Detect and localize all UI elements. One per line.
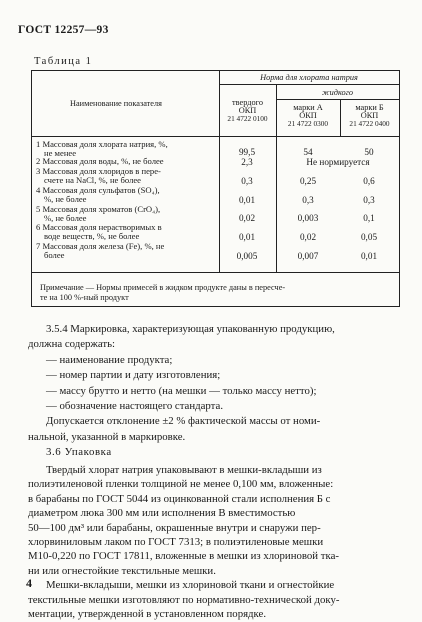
row-5-label-line-1: 5 Массовая доля хроматов (CrO₄), bbox=[36, 204, 161, 214]
row-5-label-line-2: %, не более bbox=[44, 213, 87, 223]
row-1-value-3: 50 bbox=[364, 147, 374, 157]
row-1-label-line-2: не менее bbox=[44, 148, 77, 158]
table-liquid-divider bbox=[276, 99, 399, 100]
section-36-line-11: ментации, утвержденной в установленном порядке. bbox=[28, 608, 267, 620]
solid-label: твердого bbox=[232, 98, 263, 107]
row-2-merged-value: Не нормируется bbox=[306, 157, 370, 167]
row-6-value-3: 0,05 bbox=[360, 232, 378, 242]
section-36-line-1: Твердый хлорат натрия упаковывают в мешки-вкладыши из bbox=[46, 464, 322, 476]
row-7-value-1: 0,005 bbox=[236, 251, 258, 261]
table-border-left bbox=[31, 70, 32, 307]
row-1-value-2: 54 bbox=[303, 147, 313, 157]
row-4-label-line-1: 4 Массовая доля сульфатов (SO₄), bbox=[36, 185, 160, 195]
table-border-bottom bbox=[31, 306, 400, 307]
section-36-title: 3.6 Упаковка bbox=[46, 446, 112, 458]
section-354-line-3: — наименование продукта; bbox=[46, 353, 173, 366]
row-2-value-1: 2,3 bbox=[241, 157, 253, 167]
row-6-label-line-2: воде веществ, %, не более bbox=[44, 231, 140, 241]
table-note-line-2: те на 100 %-ный продукт bbox=[40, 293, 129, 302]
section-36-line-10: текстильные мешки изготовляют по нормативно-технической доку- bbox=[28, 593, 340, 606]
table-caption: Таблица 1 bbox=[34, 56, 93, 67]
row-1-label-line-1: 1 Массовая доля хлората натрия, %, bbox=[36, 139, 168, 149]
table-border-top bbox=[31, 70, 400, 71]
section-354-line-6: — обозначение настоящего стандарта. bbox=[46, 400, 224, 412]
row-7-label-line-1: 7 Массовая доля железа (Fe), %, не bbox=[36, 241, 165, 251]
liquid-header: жидкого bbox=[321, 88, 354, 97]
section-36-line-7: М10-0,220 по ГОСТ 17811, вложенные в мешки из хлориновой тка- bbox=[28, 550, 339, 563]
row-3-label-line-2: счете на NaCl, %, не более bbox=[44, 175, 141, 185]
row-3-value-3: 0,6 bbox=[363, 176, 375, 186]
section-354-line-4: — номер партии и дату изготовления; bbox=[46, 369, 221, 382]
document-header: ГОСТ 12257—93 bbox=[18, 24, 109, 36]
table-border-right bbox=[399, 70, 400, 307]
row-7-value-2: 0,007 bbox=[297, 251, 319, 261]
page-number: 4 bbox=[26, 576, 32, 590]
grade-b-okp-code: 21 4722 0400 bbox=[349, 119, 390, 128]
table-note-line-1: Примечание — Нормы примесей в жидком продукте даны в пересче- bbox=[40, 283, 286, 292]
section-36-line-6: хлорвиниловым лаком по ГОСТ 7313; в полиэтиленовые мешки bbox=[28, 536, 324, 548]
solid-okp-label: ОКП bbox=[238, 106, 257, 115]
norm-header: Норма для хлората натрия bbox=[260, 73, 358, 82]
row-4-value-3: 0,3 bbox=[363, 195, 375, 205]
row-4-label-line-2: %, не более bbox=[44, 194, 87, 204]
grade-b-label: марки Б bbox=[355, 103, 384, 112]
solid-okp-code: 21 4722 0100 bbox=[227, 114, 268, 123]
row-4-value-1: 0,01 bbox=[238, 195, 256, 205]
row-5-value-2: 0,003 bbox=[297, 213, 319, 223]
section-36-line-5: 50—100 дм³ или барабаны, окрашенные внутри и снаружи пер- bbox=[28, 521, 321, 534]
section-354-line-7: Допускается отклонение ±2 % фактической массы от номи- bbox=[46, 415, 321, 428]
section-36-line-8: ни или огнестойкие текстильные мешки. bbox=[28, 564, 216, 577]
row-7-label-line-2: более bbox=[44, 250, 65, 260]
table-norm-divider bbox=[219, 84, 399, 85]
column-header-indicator: Наименование показателя bbox=[70, 99, 162, 108]
grade-b-okp-label: ОКП bbox=[360, 111, 379, 120]
row-1-value-1: 99,5 bbox=[238, 147, 256, 157]
row-7-value-3: 0,01 bbox=[360, 251, 378, 261]
row-5-value-1: 0,02 bbox=[238, 213, 256, 223]
row-3-value-2: 0,25 bbox=[299, 176, 317, 186]
row-4-value-2: 0,3 bbox=[302, 195, 314, 205]
section-354-line-2: должна содержать: bbox=[28, 338, 116, 351]
grade-a-okp-label: ОКП bbox=[299, 111, 317, 120]
section-354-line-5: — массу брутто и нетто (на мешки — только массу нетто); bbox=[46, 384, 317, 397]
section-36-line-3: в барабаны по ГОСТ 5044 из оцинкованной стали исполнения Б с bbox=[28, 492, 331, 505]
row-3-label-line-1: 3 Массовая доля хлоридов в пере- bbox=[36, 166, 161, 176]
table-header-divider bbox=[31, 136, 400, 137]
row-5-value-3: 0,1 bbox=[363, 213, 375, 223]
section-36-line-2: полиэтиленовой пленки толщиной не менее 0,100 мм, вложенные: bbox=[28, 478, 334, 491]
grade-a-okp-code: 21 4722 0300 bbox=[287, 119, 329, 128]
row-6-label-line-1: 6 Массовая доля нерастворимых в bbox=[36, 222, 162, 232]
row-6-value-2: 0,02 bbox=[299, 232, 317, 242]
row-3-value-1: 0,3 bbox=[241, 176, 253, 186]
row-6-value-1: 0,01 bbox=[238, 232, 256, 242]
table-body-divider bbox=[31, 272, 400, 273]
section-354-line-8: нальной, указанной в маркировке. bbox=[28, 430, 186, 443]
row-2-label-line-1: 2 Массовая доля воды, %, не более bbox=[36, 156, 164, 166]
section-354-line-1: 3.5.4 Маркировка, характеризующая упакованную продукцию, bbox=[46, 323, 335, 335]
section-36-line-4: диаметром люка 300 мм или исполнения В вместимостью bbox=[28, 507, 296, 520]
section-36-line-9: Мешки-вкладыши, мешки из хлориновой ткани и огнестойкие bbox=[46, 579, 335, 592]
grade-a-label: марки А bbox=[293, 103, 323, 112]
